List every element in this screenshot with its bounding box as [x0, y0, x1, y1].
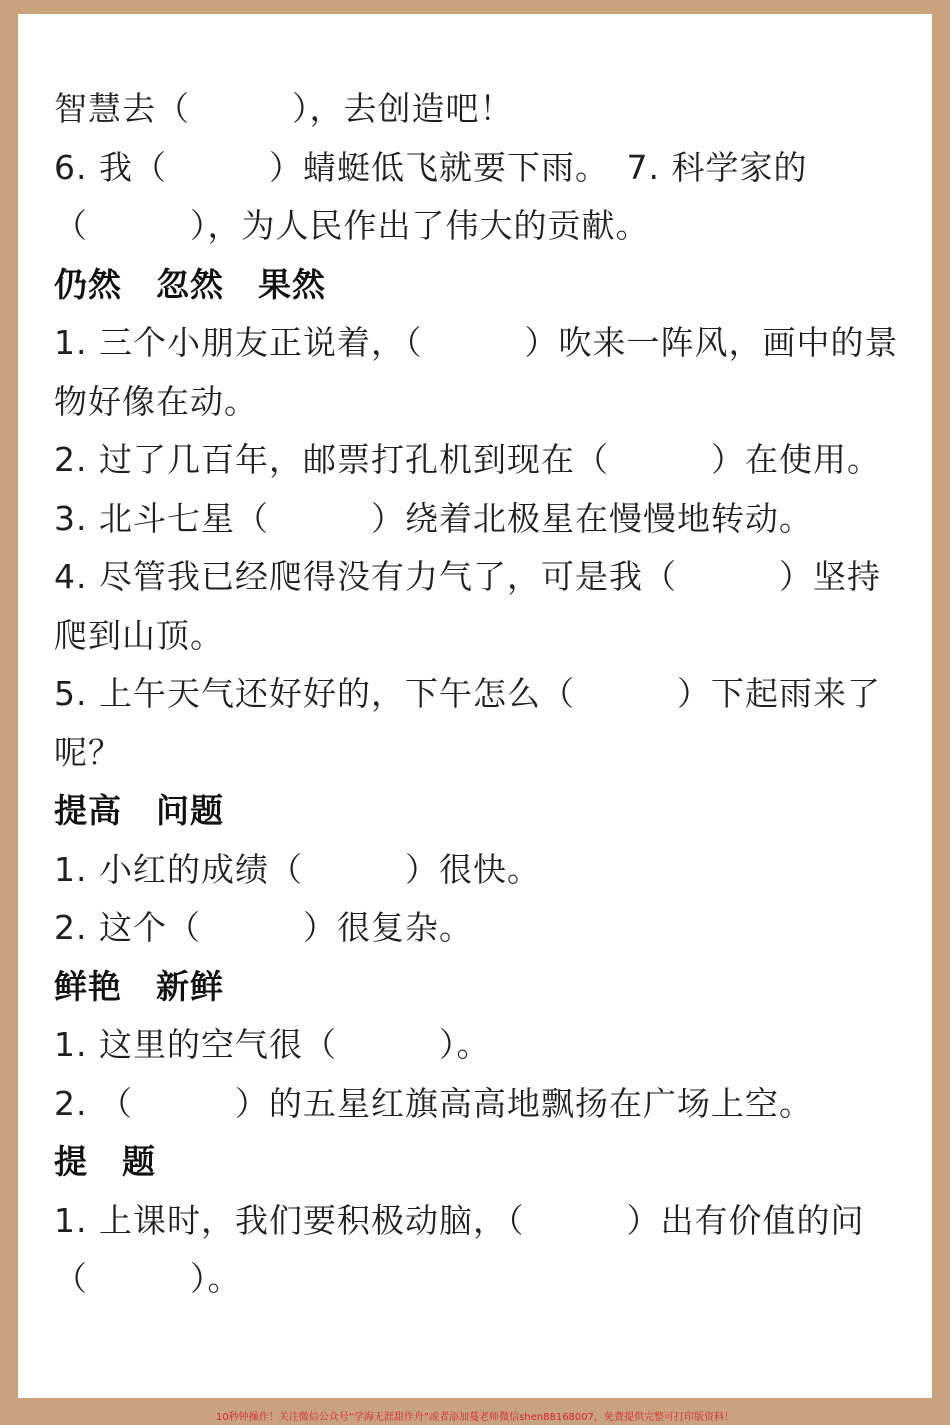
word-group-heading — [54, 1133, 914, 1192]
exercise-line: 呢？ — [54, 732, 122, 772]
heading-word: 问题 — [156, 791, 224, 830]
exercise-line: （ ）。 — [54, 1259, 242, 1298]
heading-word: 果然 — [258, 264, 326, 304]
exercise-line: 2. 过了几百年，邮票打孔机到现在（ ）在使用。 — [54, 440, 881, 479]
exercise-line: 2. （ ）的五星红旗高高地飘扬在广场上空。 — [54, 1083, 813, 1123]
exercise-line: 1. 三个小朋友正说着，（ ）吹来一阵风，画中的景 — [54, 323, 899, 362]
word-group-heading — [54, 958, 914, 1017]
exercise-line: 6. 我（ ）蜻蜓低飞就要下雨。 7. 科学家的 — [54, 147, 808, 187]
exercise-line: 1. 小红的成绩（ ）很快。 — [54, 849, 541, 889]
word-group-heading — [54, 256, 914, 315]
exercise-line: 物好像在动。 — [54, 381, 258, 421]
exercise-line: 爬到山顶。 — [54, 615, 224, 655]
exercise-line: 1. 这里的空气很（ ）。 — [54, 1025, 491, 1064]
worksheet-page — [18, 14, 932, 1398]
exercise-line: （ ），为人民作出了伟大的贡献。 — [54, 206, 650, 245]
exercise-line: 智慧去（ ），去创造吧！ — [54, 89, 514, 128]
word-group-heading — [54, 782, 914, 841]
exercise-line: 5. 上午天气还好好的，下午怎么（ ）下起雨来了 — [54, 674, 881, 713]
exercise-line: 2. 这个（ ）很复杂。 — [54, 908, 473, 947]
exercise-content — [54, 80, 914, 1309]
footer-notice: 10秒钟操作！关注微信公众号“学海无涯甜作舟”或者添加蔓老师微信shen88168007，免费提供完整可打印版资料！ — [215, 1412, 735, 1423]
exercise-line: 3. 北斗七星（ ）绕着北极星在慢慢地转动。 — [54, 498, 813, 538]
heading-word: 题 — [122, 1142, 156, 1181]
heading-word: 新鲜 — [156, 966, 224, 1006]
heading-word: 忽然 — [156, 264, 224, 304]
heading-word: 鲜艳 — [54, 966, 122, 1006]
exercise-line: 4. 尽管我已经爬得没有力气了，可是我（ ）坚持 — [54, 557, 881, 596]
heading-word: 提高 — [54, 791, 122, 830]
heading-word: 提 — [54, 1142, 88, 1181]
exercise-line: 1. 上课时，我们要积极动脑，（ ）出有价值的问 — [54, 1200, 865, 1240]
heading-word: 仍然 — [54, 264, 122, 304]
